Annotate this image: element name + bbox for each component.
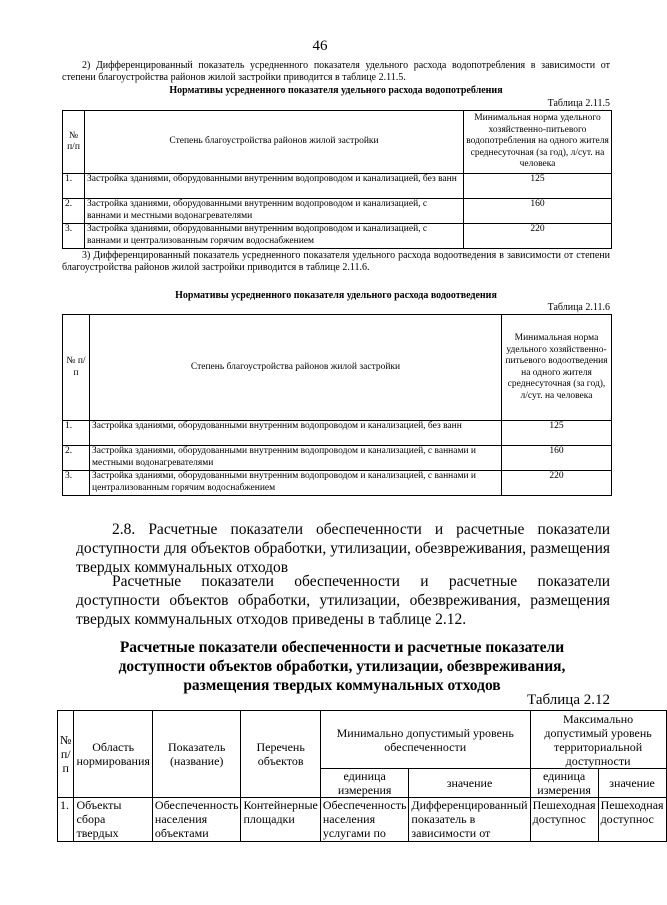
table-cell-value: 160 (502, 446, 612, 471)
table-cell-text: Застройка зданиями, оборудованными внутренним водопроводом и канализацией, с ваннами и местными водонагревателями (85, 199, 464, 224)
paragraph-3: 3) Дифференцированный показатель усредненного показателя удельного расхода водоотведения в зависимости от степени благоустройства районов жилой застройки приводится в таблице 2.11.6. (62, 250, 610, 273)
table2-header-degree: Степень благоустройства районов жилой застройки (90, 315, 502, 421)
table-cell-value: 220 (464, 224, 612, 249)
table-cell-no: 1. (63, 421, 90, 446)
page-number: 46 (312, 38, 328, 54)
table3-header-indicator: Показатель (название) (152, 711, 241, 798)
table1-header-degree: Степень благоустройства районов жилой застройки (85, 111, 464, 174)
table-cell-unit: Обеспеченность населения услугами по (320, 798, 409, 842)
table-row (58, 798, 667, 842)
table-cell-no: 2. (63, 446, 90, 471)
table3-header-min: Минимально допустимый уровень обеспеченности (320, 711, 530, 769)
table3-header-area: Область нормирования (74, 711, 152, 798)
table-cell-no: 2. (63, 199, 85, 224)
table-cell-no: 3. (63, 224, 85, 249)
paragraph-2: 2) Дифференцированный показатель усредненного показателя удельного расхода водопотребления в зависимости от степени благоустройства районов жилой застройки приводится в таблице 2.11.5. (62, 60, 610, 83)
table3-header-unit: единица измерения (320, 769, 409, 798)
table-cell-value: 125 (502, 421, 612, 446)
table2-header-norm: Минимальная норма удельного хозяйственно-питьевого водоотведения на одного жителя среднесуточная (за год), л/сут. на человека (502, 315, 612, 421)
table1-header-norm: Минимальная норма удельного хозяйственно-питьевого водопотребления на одного жителя среднесуточная (за год), л/сут. на человека (464, 111, 612, 174)
table-cell-text: Застройка зданиями, оборудованными внутренним водопроводом и канализацией, с ваннами и местными водонагревателями (90, 446, 502, 471)
table3-header-objects: Перечень объектов (241, 711, 320, 798)
table3-number: Таблица 2.12 (527, 692, 610, 708)
table3-header-value2: значение (598, 769, 666, 798)
table-cell-text: Застройка зданиями, оборудованными внутренним водопроводом и канализацией, с ваннами и централизованным горячим водоснабжением (90, 471, 502, 496)
table-cell-area: Объекты сбора твердых (74, 798, 152, 842)
table1 (62, 110, 612, 249)
table2 (62, 314, 612, 496)
table-cell-no: 1. (63, 174, 85, 199)
table3 (57, 710, 667, 842)
table2-header-no: № п/п (63, 315, 90, 421)
table-row (63, 421, 612, 446)
table3-header-unit2: единица измерения (530, 769, 598, 798)
table-cell-unit2: Пешеходная доступнос (530, 798, 598, 842)
table2-number: Таблица 2.11.6 (547, 302, 610, 313)
table3-header-max: Максимально допустимый уровень территориальной доступности (530, 711, 666, 769)
table3-header-value: значение (409, 769, 530, 798)
table-cell-value: 125 (464, 174, 612, 199)
table-cell-text: Застройка зданиями, оборудованными внутренним водопроводом и канализацией, без ванн (90, 421, 502, 446)
table-cell-value: Дифференцированный показатель в зависимости от (409, 798, 530, 842)
table-cell-value: 220 (502, 471, 612, 496)
table-cell-value2: Пешеходная доступнос (598, 798, 666, 842)
table-row (63, 199, 612, 224)
table-row (63, 224, 612, 249)
section-heading: 2.8. Расчетные показатели обеспеченности и расчетные показатели доступности для объектов обработки, утилизации, обезвреживания, размещения твердых коммунальных отходов (76, 521, 610, 576)
table-row (63, 471, 612, 496)
table-cell-objects: Контейнерные площадки (241, 798, 320, 842)
table-cell-text: Застройка зданиями, оборудованными внутренним водопроводом и канализацией, без ванн (85, 174, 464, 199)
table-cell-no: 1. (58, 798, 74, 842)
table1-header-no: № п/п (63, 111, 85, 174)
table3-title: Расчетные показатели обеспеченности и расчетные показатели доступности объектов обработки, утилизации, обезвреживания, размещения твердых коммунальных отходов (118, 639, 566, 694)
table-cell-indicator: Обеспеченность населения объектами (152, 798, 241, 842)
table-cell-text: Застройка зданиями, оборудованными внутренним водопроводом и канализацией, с ваннами и централизованным горячим водоснабжением (85, 224, 464, 249)
section-paragraph: Расчетные показатели обеспеченности и расчетные показатели доступности объектов обработки, утилизации, обезвреживания, размещения твердых коммунальных отходов приведены в таблице 2.12. (76, 573, 610, 628)
table-cell-no: 3. (63, 471, 90, 496)
table1-title: Нормативы усредненного показателя удельного расхода водопотребления (169, 85, 503, 96)
table2-title: Нормативы усредненного показателя удельного расхода водоотведения (175, 290, 497, 301)
table-cell-value: 160 (464, 199, 612, 224)
table-row (63, 446, 612, 471)
table3-header-no: № п/п (58, 711, 74, 798)
table1-number: Таблица 2.11.5 (547, 98, 610, 109)
table-row (63, 174, 612, 199)
